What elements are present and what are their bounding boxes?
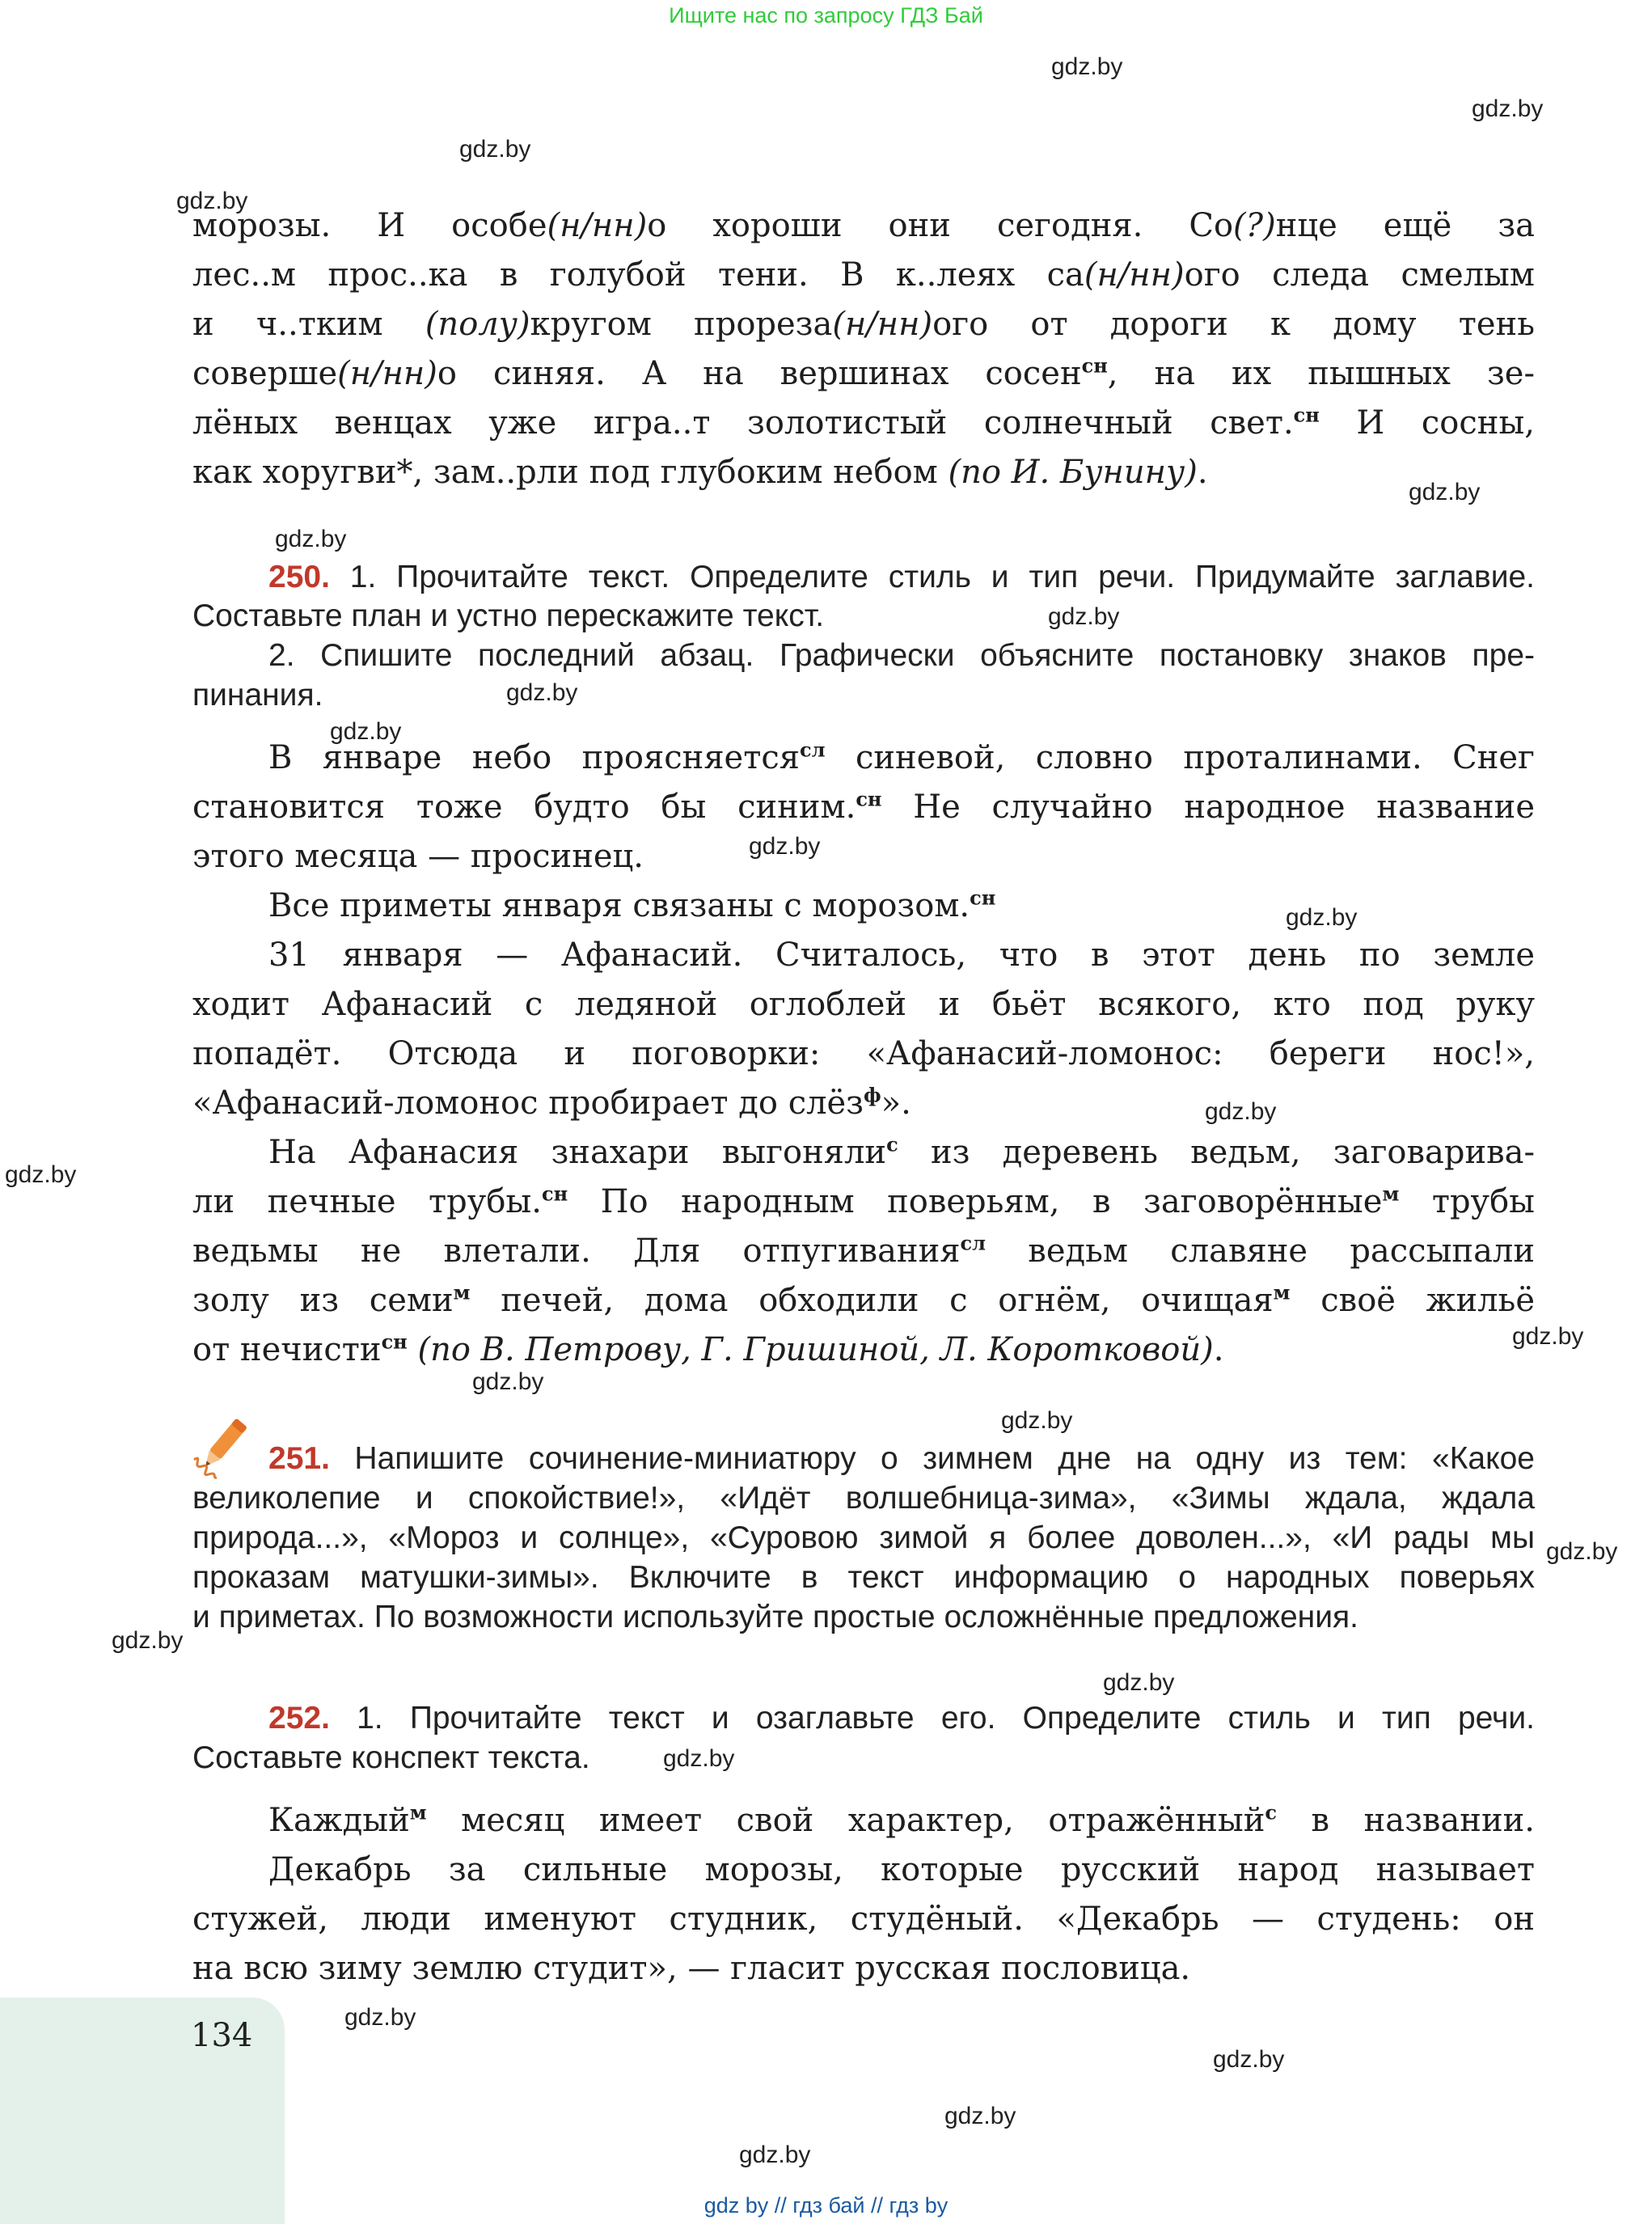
task-number: 252. [268, 1701, 330, 1736]
watermark: gdz.by [749, 833, 821, 860]
text-line: от нечисти$^{сн}$ (по В. Петрову, Г. Гришиной, Л. Коротковой). [192, 1330, 1224, 1368]
footer-links[interactable]: gdz by // гдз бай // гдз by [703, 2193, 949, 2218]
watermark: gdz.by [944, 2103, 1016, 2129]
task-252-line: 252. 1. Прочитайте текст и озаглавьте его. Определите стиль и тип речи. [268, 1701, 1535, 1736]
watermark: gdz.by [1472, 95, 1544, 122]
text-line: Все приметы января связаны с морозом.$^{сн}$ [268, 886, 996, 924]
watermark: gdz.by [112, 1627, 184, 1654]
watermark: gdz.by [1205, 1098, 1277, 1125]
task-251-line: и приметах. По возможности используйте простые осложнённые предложения. [192, 1600, 1358, 1634]
text-line: лёных венцах уже игра..т золотистый солнечный свет.$^{сн}$ И сосны, [192, 403, 1535, 442]
pencil-icon [188, 1411, 252, 1484]
text-line: Декабрь за сильные морозы, которые русский народ называет [268, 1851, 1535, 1888]
watermark: gdz.by [176, 188, 248, 214]
task-251-line: великолепие и спокойствие!», «Идёт волшебница-зима», «Зимы ждала, ждала [192, 1481, 1535, 1516]
text-line: этого месяца — просинец. [192, 838, 644, 875]
text-line: «Афанасий-ломонос пробирает до слёз$^ф$». [192, 1083, 911, 1122]
task-251-line: проказам матушки-зимы». Включите в текст информацию о народных поверьях [192, 1560, 1535, 1595]
text-line: морозы. И особе(н/нн)о хороши они сегодня. Со(?)нце ещё за [192, 207, 1535, 244]
watermark: gdz.by [1512, 1323, 1584, 1350]
text-line: На Афанасия знахари выгоняли$^с$ из деревень ведьм, заговарива- [268, 1132, 1536, 1171]
watermark: gdz.by [330, 718, 402, 745]
text-line: Каждый$^м$ месяц имеет свой характер, отражённый$^с$ в названии. [268, 1800, 1535, 1839]
search-banner[interactable]: Ищите нас по запросу ГДЗ Бай [669, 3, 983, 27]
text-line: попадёт. Отсюда и поговорки: «Афанасий-ломонос: береги нос!», [192, 1035, 1535, 1072]
text-line: ходит Афанасий с ледяной оглоблей и бьёт всякого, кто под руку [192, 986, 1535, 1023]
task-251-line: природа...», «Мороз и солнце», «Суровою зимой я более доволен...», «И рады мы [192, 1520, 1535, 1555]
task-250-line: Составьте план и устно перескажите текст. [192, 598, 825, 633]
watermark: gdz.by [1546, 1538, 1618, 1565]
watermark: gdz.by [1409, 479, 1481, 505]
text-line: стужей, люди именуют студник, студёный. «Декабрь — студень: он [192, 1901, 1535, 1938]
text-line: и ч..тким (полу)кругом прореза(н/нн)ого от дороги к дому тень [192, 306, 1535, 343]
task-number: 250. [268, 560, 330, 594]
page-number: 134 [191, 2017, 253, 2054]
watermark: gdz.by [275, 526, 347, 552]
watermark: gdz.by [5, 1161, 77, 1188]
text-line: 31 января — Афанасий. Считалось, что в этот день по земле [268, 937, 1535, 974]
task-252-line: Составьте конспект текста. [192, 1740, 590, 1775]
text-line: на всю зиму землю студит», — гласит русская пословица. [192, 1950, 1191, 1987]
watermark: gdz.by [472, 1368, 544, 1395]
watermark: gdz.by [1048, 603, 1120, 630]
watermark: gdz.by [1051, 53, 1123, 80]
watermark: gdz.by [1213, 2046, 1285, 2073]
watermark: gdz.by [663, 1745, 735, 1772]
text-line: соверше(н/нн)о синяя. А на вершинах сосен$^{сн}$, на их пышных зе- [192, 353, 1535, 392]
text-line: как хоругви*, зам..рли под глубоким небом (по И. Бунину). [192, 454, 1208, 491]
text-line: становится тоже будто бы синим.$^{сн}$ Не случайно народное название [192, 787, 1535, 826]
watermark: gdz.by [1103, 1669, 1175, 1696]
watermark: gdz.by [1286, 904, 1358, 931]
task-250-line: 2. Спишите последний абзац. Графически объясните постановку знаков пре- [268, 638, 1535, 673]
watermark: gdz.by [1001, 1407, 1073, 1434]
text-line: золу из семи$^м$ печей, дома обходили с огнём, очищая$^м$ своё жильё [192, 1280, 1535, 1319]
watermark: gdz.by [739, 2142, 811, 2168]
watermark: gdz.by [506, 679, 578, 706]
watermark: gdz.by [459, 136, 531, 163]
text-line: лес..м прос..ка в голубой тени. В к..леях са(н/нн)ого следа смелым [192, 256, 1536, 294]
task-251-line: 251. Напишите сочинение-миниатюру о зимнем дне на одну из тем: «Какое [268, 1441, 1535, 1476]
text-line: ли печные трубы.$^{сн}$ По народным поверьям, в заговорённые$^м$ трубы [192, 1182, 1535, 1220]
text-line: В январе небо проясняется$^{сл}$ синевой, словно проталинами. Снег [268, 738, 1536, 776]
watermark: gdz.by [344, 2004, 416, 2031]
task-number: 251. [268, 1441, 330, 1476]
task-250-line: 250. 1. Прочитайте текст. Определите стиль и тип речи. Придумайте заглавие. [268, 560, 1535, 594]
text-line: ведьмы не влетали. Для отпугивания$^{сл}$ ведьм славяне рассыпали [192, 1231, 1535, 1270]
task-250-line: пинания. [192, 678, 323, 712]
